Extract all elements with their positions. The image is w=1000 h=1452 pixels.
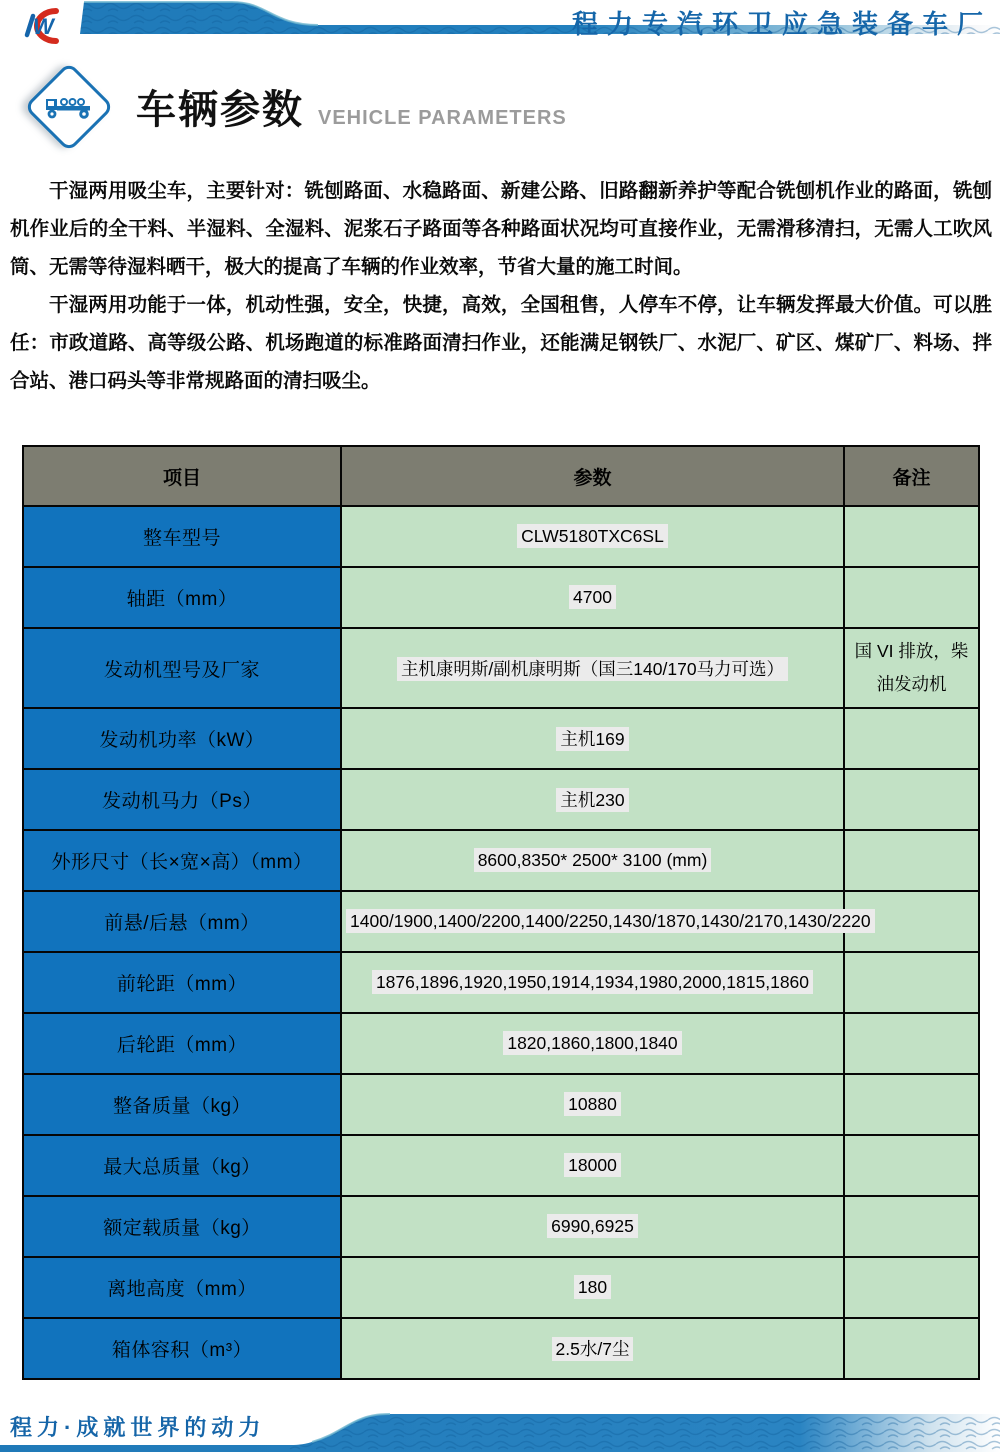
parameters-table bbox=[22, 445, 980, 1380]
column-header-remark: 备注 bbox=[844, 446, 979, 506]
param-remark bbox=[844, 1074, 979, 1135]
param-remark bbox=[844, 769, 979, 830]
table-row bbox=[23, 1013, 979, 1074]
svg-text:W: W bbox=[33, 14, 54, 39]
param-value bbox=[341, 952, 844, 1013]
table-row bbox=[23, 1196, 979, 1257]
table-row bbox=[23, 1135, 979, 1196]
param-value-text: 1820,1860,1800,1840 bbox=[503, 1031, 681, 1055]
table-row bbox=[23, 506, 979, 567]
clw-logo-icon bbox=[6, 5, 76, 47]
param-item-label: 箱体容积（m³） bbox=[23, 1318, 341, 1379]
intro-paragraph-2: 干湿两用功能于一体，机动性强，安全，快捷，高效，全国租售，人停车不停，让车辆发挥最大价值。可以胜任：市政道路、高等级公路、机场跑道的标准路面清扫作业，还能满足钢铁厂、水泥厂、矿区、煤矿厂、料场、拌合站、港口码头等非常规路面的清扫吸尘。 bbox=[10, 294, 992, 392]
param-value bbox=[341, 1074, 844, 1135]
param-remark bbox=[844, 1013, 979, 1074]
table-row bbox=[23, 567, 979, 628]
param-value-text: 180 bbox=[574, 1275, 611, 1299]
company-name: 程力专汽环卫应急装备车厂 bbox=[571, 9, 992, 39]
param-item-label: 最大总质量（kg） bbox=[23, 1135, 341, 1196]
param-remark bbox=[844, 830, 979, 891]
param-value bbox=[341, 506, 844, 567]
page-subtitle: VEHICLE PARAMETERS bbox=[318, 106, 567, 129]
param-value bbox=[341, 1135, 844, 1196]
page-title: 车辆参数 bbox=[136, 87, 304, 132]
title-section bbox=[22, 58, 567, 154]
table-row bbox=[23, 628, 979, 708]
param-item-label: 额定载质量（kg） bbox=[23, 1196, 341, 1257]
param-item-label: 发动机功率（kW） bbox=[23, 708, 341, 769]
table-row bbox=[23, 830, 979, 891]
param-value-text: 2.5水/7尘 bbox=[552, 1337, 634, 1361]
column-header-value: 参数 bbox=[341, 446, 844, 506]
param-remark bbox=[844, 1135, 979, 1196]
table-row bbox=[23, 769, 979, 830]
param-item-label: 离地高度（mm） bbox=[23, 1257, 341, 1318]
param-remark bbox=[844, 567, 979, 628]
param-value-text: 6990,6925 bbox=[547, 1214, 638, 1238]
param-item-label: 发动机马力（Ps） bbox=[23, 769, 341, 830]
param-item-label: 前轮距（mm） bbox=[23, 952, 341, 1013]
param-remark bbox=[844, 1196, 979, 1257]
param-item-label: 外形尺寸（长×宽×高）（mm） bbox=[23, 830, 341, 891]
param-item-label: 发动机型号及厂家 bbox=[23, 628, 341, 708]
footer bbox=[0, 1390, 1000, 1452]
param-value-text: CLW5180TXC6SL bbox=[517, 524, 668, 548]
footer-slogan: 程力·成就世界的动力 bbox=[10, 1415, 266, 1440]
param-value bbox=[341, 628, 844, 708]
title-badge bbox=[22, 60, 114, 152]
param-remark: 国 VI 排放，柴油发动机 bbox=[844, 628, 979, 708]
column-header-item: 项目 bbox=[23, 446, 341, 506]
param-item-label: 后轮距（mm） bbox=[23, 1013, 341, 1074]
table-row bbox=[23, 891, 979, 952]
header bbox=[0, 0, 1000, 52]
param-value bbox=[341, 708, 844, 769]
param-item-label: 轴距（mm） bbox=[23, 567, 341, 628]
intro-text bbox=[10, 172, 992, 400]
table-row bbox=[23, 1318, 979, 1379]
param-remark bbox=[844, 1318, 979, 1379]
param-value bbox=[341, 1318, 844, 1379]
param-value bbox=[341, 1013, 844, 1074]
param-remark bbox=[844, 1257, 979, 1318]
param-value-text: 4700 bbox=[569, 585, 616, 609]
param-value bbox=[341, 891, 871, 952]
param-value-text: 主机230 bbox=[556, 788, 628, 812]
param-value-text: 18000 bbox=[564, 1153, 621, 1177]
param-value bbox=[341, 830, 844, 891]
truck-icon bbox=[44, 89, 92, 123]
param-item-label: 前悬/后悬（mm） bbox=[23, 891, 341, 952]
param-remark bbox=[844, 708, 979, 769]
param-item-label: 整备质量（kg） bbox=[23, 1074, 341, 1135]
param-remark bbox=[844, 506, 979, 567]
intro-paragraph-1: 干湿两用吸尘车，主要针对：铣刨路面、水稳路面、新建公路、旧路翻新养护等配合铣刨机作业的路面，铣刨机作业后的全干料、半湿料、全湿料、泥浆石子路面等各种路面状况均可直接作业，无需滑移清扫，无需人工吹风筒、无需等待湿料晒干，极大的提高了车辆的作业效率，节省大量的施工时间。 bbox=[10, 180, 992, 278]
table-row bbox=[23, 1257, 979, 1318]
param-remark bbox=[844, 952, 979, 1013]
param-value-text: 1400/1900,1400/2200,1400/2250,1430/1870,1430/2170,1430/2220 bbox=[346, 909, 875, 933]
param-value-text: 主机169 bbox=[556, 727, 628, 751]
param-item-label: 整车型号 bbox=[23, 506, 341, 567]
param-value bbox=[341, 1196, 844, 1257]
param-value-text: 主机康明斯/副机康明斯（国三140/170马力可选） bbox=[397, 657, 788, 681]
param-value-text: 8600,8350* 2500* 3100 (mm) bbox=[474, 848, 712, 872]
table-row bbox=[23, 952, 979, 1013]
table-row bbox=[23, 1074, 979, 1135]
param-value-text: 1876,1896,1920,1950,1914,1934,1980,2000,1815,1860 bbox=[372, 970, 813, 994]
param-value bbox=[341, 1257, 844, 1318]
param-value-text: 10880 bbox=[564, 1092, 621, 1116]
table-row bbox=[23, 708, 979, 769]
param-value bbox=[341, 567, 844, 628]
table-header-row bbox=[23, 446, 979, 506]
param-value bbox=[341, 769, 844, 830]
